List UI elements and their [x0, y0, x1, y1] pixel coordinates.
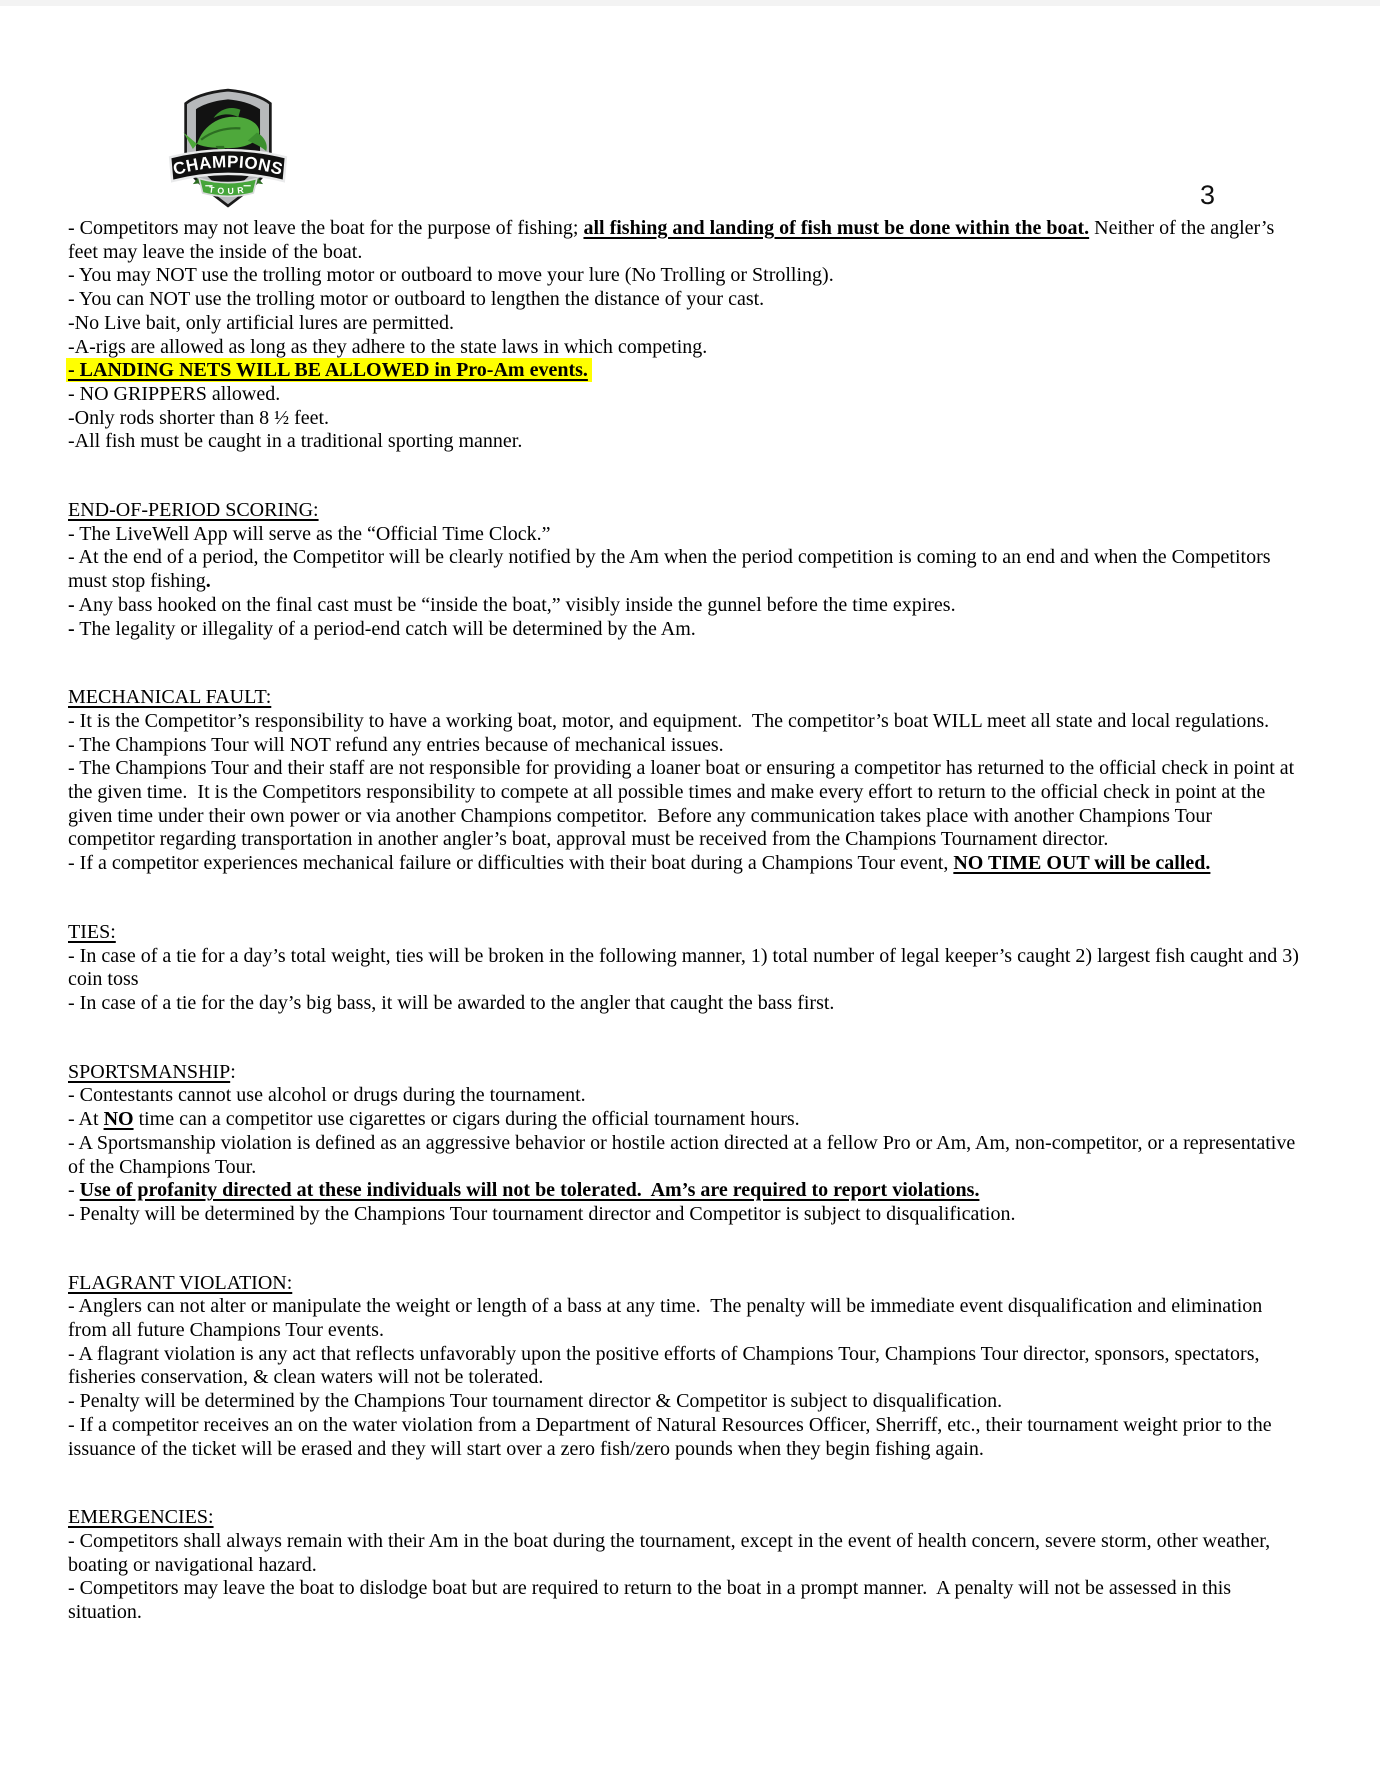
text-run: - It is the Competitor’s responsibility to have a working boat, motor, and equipment. The competitor’s boat WILL meet all state and local regulations.: [68, 709, 1270, 732]
section-heading: [68, 1506, 1300, 1530]
text-run: -Only rods shorter than 8 ½ feet.: [68, 406, 330, 429]
text-run: - A Sportsmanship violation is defined as an aggressive behavior or hostile action directed at a fellow Pro or Am, Am, non-competitor, or a representative of the Champions Tour.: [68, 1131, 1296, 1178]
text-run: - If a competitor experiences mechanical failure or difficulties with their boat during a Champions Tour event,: [68, 852, 954, 875]
text-run: - You may NOT use the trolling motor or outboard to move your lure (No Trolling or Strolling).: [68, 264, 834, 287]
paragraph: [68, 710, 1300, 734]
paragraph: [68, 336, 1300, 360]
text-run: Use of profanity directed at these individuals will not be tolerated. Am’s are required to report violations.: [79, 1179, 980, 1202]
page-top-edge: [0, 0, 1380, 6]
text-run: END-OF-PERIOD SCORING:: [68, 499, 319, 522]
text-run: - At: [68, 1108, 104, 1131]
text-run: FLAGRANT VIOLATION:: [68, 1271, 293, 1294]
text-run: - LANDING NETS WILL BE ALLOWED in Pro-Am events.: [66, 358, 592, 382]
section-heading: [68, 921, 1300, 945]
paragraph: [68, 618, 1300, 642]
text-run: - You can NOT use the trolling motor or outboard to lengthen the distance of your cast.: [68, 288, 765, 311]
paragraph: [68, 359, 1300, 383]
text-run: :: [230, 1060, 236, 1083]
champions-tour-logo: [166, 86, 290, 210]
text-run: MECHANICAL FAULT:: [68, 686, 272, 709]
text-run: SPORTSMANSHIP: [68, 1060, 231, 1083]
section: [68, 686, 1300, 876]
text-run: -: [68, 593, 75, 616]
text-run: - Competitors may not leave the boat for the purpose of fishing;: [68, 217, 584, 239]
paragraph: [68, 852, 1300, 876]
text-run: -: [68, 617, 75, 640]
text-run: - Anglers can not alter or manipulate the weight or length of a bass at any time. The penalty will be immediate event disqualification and elimination from all future Champions Tour events.: [68, 1295, 1263, 1342]
document-sections: [68, 217, 1300, 1625]
text-run: - In case of a tie for a day’s total weight, ties will be broken in the following manner, 1) total number of legal keeper’s caught 2) largest fish caught and 3) coin toss: [68, 944, 1299, 991]
section: [68, 921, 1300, 1016]
section: [68, 1506, 1300, 1625]
text-run: NO TIME OUT will be called.: [953, 852, 1211, 875]
paragraph: [68, 1577, 1300, 1624]
text-run: - At the end of a period, the Competitor will be clearly notified by the Am when the period competition is coming to an end and when the Competitors must stop fishing: [68, 546, 1271, 593]
text-run: -A-rigs are allowed as long as they adhere to the state laws in which competing.: [68, 335, 708, 358]
paragraph: [68, 1084, 1300, 1108]
text-run: - Competitors shall always remain with their Am in the boat during the tournament, except in the event of health concern, severe storm, other weather, boating or navigational hazard.: [68, 1529, 1271, 1576]
paragraph: [68, 594, 1300, 618]
paragraph: [68, 1343, 1300, 1390]
section-heading: [68, 686, 1300, 710]
paragraph: [68, 312, 1300, 336]
paragraph: [68, 546, 1300, 593]
text-run: - NO GRIPPERS allowed.: [68, 382, 281, 405]
page-number: 3: [1200, 180, 1216, 210]
paragraph: [68, 407, 1300, 431]
paragraph: [68, 1414, 1300, 1461]
text-run: NO: [103, 1108, 134, 1131]
text-run: Any bass hooked on the final cast must be “inside the boat,” visibly inside the gunnel before the time expires.: [74, 593, 956, 616]
text-run: The legality or illegality of a period-end catch will be determined by the Am.: [74, 617, 696, 640]
text-run: - If a competitor receives an on the water violation from a Department of Natural Resources Officer, Sherriff, etc., their tournament weight prior to the issuance of the ticket will be erased and they will start over a zero fish/zero pounds when they begin fishing again.: [68, 1413, 1272, 1460]
text-run: all fishing and landing of fish must be done within the boat.: [583, 217, 1090, 239]
paragraph: [68, 217, 1300, 264]
paragraph: [68, 288, 1300, 312]
text-run: - In case of a tie for the day’s big bass, it will be awarded to the angler that caught the bass first.: [68, 991, 835, 1014]
paragraph: [68, 1530, 1300, 1577]
text-run: - Competitors may leave the boat to dislodge boat but are required to return to the boat in a prompt manner. A penalty will not be assessed in this situation.: [68, 1577, 1232, 1624]
section-heading: [68, 499, 1300, 523]
paragraph: [68, 757, 1300, 852]
text-run: - The Champions Tour and their staff are not responsible for providing a loaner boat or ensuring a competitor has returned to the official check in point at the given time. It is the Competitors responsibility to compete at all possible times and make every effort to return to the official check in point at the given time under their own power or via another Champions competitor. Before any communication takes place with another Champions Tour competitor regarding transportation in another angler’s boat, approval must be received from the Champions Tournament director.: [68, 757, 1295, 851]
text-run: - The LiveWell App will serve as the “Official Time Clock.”: [68, 522, 551, 545]
text-run: Neither of the angler’s feet may leave the inside of the boat.: [68, 217, 1275, 263]
section: [68, 217, 1300, 454]
text-run: - A flagrant violation is any act that reflects unfavorably upon the positive efforts of Champions Tour, Champions Tour director, sponsors, spectators, fisheries conservation, & clean waters will not be tolerated.: [68, 1342, 1260, 1389]
paragraph: [68, 264, 1300, 288]
text-run: -No Live bait, only artificial lures are permitted.: [68, 311, 454, 334]
text-run: time can a competitor use cigarettes or cigars during the official tournament hours.: [133, 1108, 800, 1131]
svg-text:TOUR: [208, 184, 248, 196]
text-run: - Contestants cannot use alcohol or drugs during the tournament.: [68, 1084, 586, 1107]
section: [68, 1272, 1300, 1462]
paragraph: [68, 430, 1300, 454]
paragraph: [68, 1295, 1300, 1342]
section: [68, 1061, 1300, 1227]
paragraph: [68, 1390, 1300, 1414]
paragraph: [68, 945, 1300, 992]
section-heading: [68, 1061, 1300, 1085]
paragraph: [68, 1132, 1300, 1179]
text-run: .: [205, 570, 211, 593]
section-heading: [68, 1272, 1300, 1296]
text-run: EMERGENCIES:: [68, 1506, 214, 1529]
paragraph: [68, 1108, 1300, 1132]
text-run: - Penalty will be determined by the Champions Tour tournament director and Competitor is subject to disqualification.: [68, 1202, 1016, 1225]
paragraph: [68, 383, 1300, 407]
logo-title: CHAMPIONS: [171, 152, 285, 179]
paragraph: [68, 1179, 1300, 1203]
paragraph: [68, 523, 1300, 547]
text-run: -All fish must be caught in a traditional sporting manner.: [68, 430, 523, 453]
text-run: - Penalty will be determined by the Champions Tour tournament director & Competitor is subject to disqualification.: [68, 1390, 1003, 1413]
paragraph: [68, 992, 1300, 1016]
paragraph: [68, 1203, 1300, 1227]
paragraph: [68, 734, 1300, 758]
text-run: - The Champions Tour will NOT refund any entries because of mechanical issues.: [68, 733, 724, 756]
text-run: TIES:: [68, 920, 116, 943]
section: [68, 499, 1300, 641]
logo-subtitle: TOUR: [208, 184, 248, 197]
text-run: -: [68, 1179, 80, 1202]
